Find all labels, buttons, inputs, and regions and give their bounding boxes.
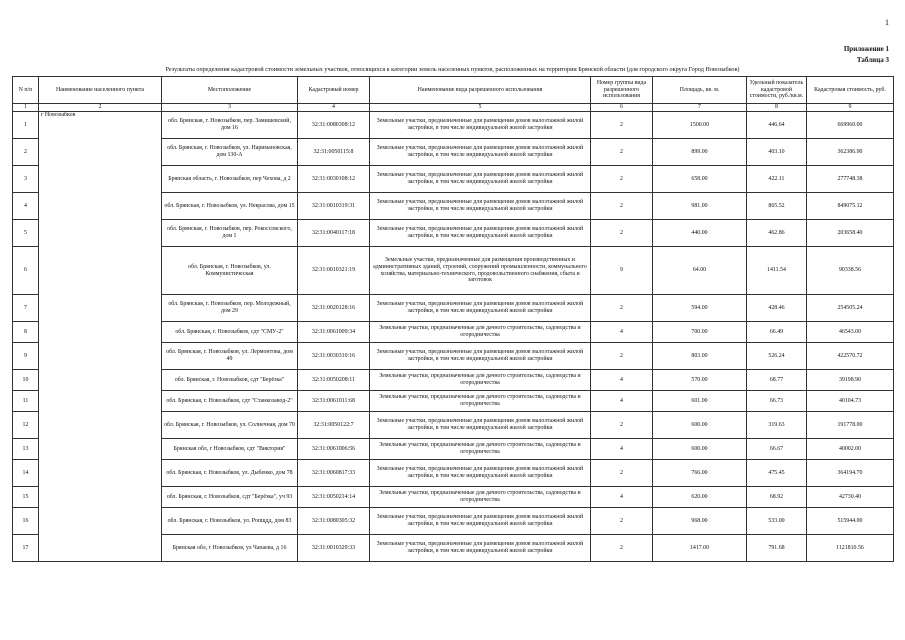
table-row [13,112,894,139]
row-number: 4 [13,193,39,220]
cadastral-value-cell: 42730.40 [807,487,894,508]
use-group-cell: 9 [591,247,653,295]
use-group-cell: 2 [591,460,653,487]
location-cell: обл. Брянская, г. Новозыбков, ул. Наримановская, дом 130-А [162,139,298,166]
row-number: 15 [13,487,39,508]
specific-value-cell: 403.10 [747,139,807,166]
permitted-use-cell: Земельные участки, предназначенные для дачного строительства, садоводства и огородничества [370,322,591,343]
use-group-cell: 2 [591,166,653,193]
cadastral-value-cell: 191778.00 [807,412,894,439]
permitted-use-cell: Земельные участки, предназначенные для размещения домов малоэтажной жилой застройки, в том числе индивидуальной жилой застройки [370,139,591,166]
cadastral-number-cell: 32:31:0080308:12 [298,112,370,139]
header-specific: Удельный показатель кадастровой стоимости, руб./кв.м. [747,77,807,104]
permitted-use-cell: Земельные участки, предназначенные для размещения производственных и административных зданий, строений, сооружений промышленности, коммунального хозяйства, материально-технического, продовольственного снабжения, сбыта и заготовок [370,247,591,295]
row-number: 6 [13,247,39,295]
cadastral-value-cell: 90338.56 [807,247,894,295]
area-cell: 570.00 [653,370,747,391]
cadastral-value-cell: 362386.90 [807,139,894,166]
permitted-use-cell: Земельные участки, предназначенные для размещения домов малоэтажной жилой застройки, в том числе индивидуальной жилой застройки [370,193,591,220]
area-cell: 1417.00 [653,535,747,562]
specific-value-cell: 68.92 [747,487,807,508]
col-number: 6 [591,104,653,112]
cadastral-value-cell: 46543.00 [807,322,894,343]
use-group-cell: 4 [591,487,653,508]
cadastral-value-cell: 40002.00 [807,439,894,460]
area-cell: 600.00 [653,412,747,439]
cadastral-number-cell: 32:31:0030310:16 [298,343,370,370]
column-number-row [13,104,894,112]
row-number: 3 [13,166,39,193]
appendix-heading [844,44,889,66]
cadastral-value-cell: 364194.70 [807,460,894,487]
permitted-use-cell: Земельные участки, предназначенные для дачного строительства, садоводства и огородничества [370,370,591,391]
specific-value-cell: 422.11 [747,166,807,193]
cadastral-value-cell: 277748.38 [807,166,894,193]
cadastral-number-cell: 32:31:0010321:19 [298,247,370,295]
permitted-use-cell: Земельные участки, предназначенные для размещения домов малоэтажной жилой застройки, в том числе индивидуальной жилой застройки [370,295,591,322]
area-cell: 620.00 [653,487,747,508]
settlement-cell: г Новозыбков [39,112,162,562]
row-number: 7 [13,295,39,322]
area-cell: 594.00 [653,295,747,322]
specific-value-cell: 428.46 [747,295,807,322]
cadastral-number-cell: 32:31:0061009:34 [298,322,370,343]
col-number: 1 [13,104,39,112]
area-cell: 766.00 [653,460,747,487]
table-label: Таблица 3 [856,56,889,64]
row-number: 5 [13,220,39,247]
use-group-cell: 2 [591,343,653,370]
location-cell: обл. Брянская, г. Новозыбков, ул. Солнечная, дом 70 [162,412,298,439]
header-use: Наименование вида разрешенного использования [370,77,591,104]
row-number: 1 [13,112,39,139]
header-location: Местоположение [162,77,298,104]
cadastral-number-cell: 32:31:0050115:8 [298,139,370,166]
cadastral-table [12,76,894,562]
location-cell: обл. Брянская, г. Новозыбков, ул. Ропщдд, дом 83 [162,508,298,535]
cadastral-number-cell: 32:31:0080305:32 [298,508,370,535]
cadastral-value-cell: 849075.12 [807,193,894,220]
col-number: 9 [807,104,894,112]
permitted-use-cell: Земельные участки, предназначенные для размещения домов малоэтажной жилой застройки, в том числе индивидуальной жилой застройки [370,508,591,535]
col-number: 4 [298,104,370,112]
specific-value-cell: 462.86 [747,220,807,247]
appendix-label: Приложение 1 [843,45,889,53]
header-group: Номер группы вида разрешенного использования [591,77,653,104]
row-number: 8 [13,322,39,343]
cadastral-number-cell: 32:31:0050208:11 [298,370,370,391]
area-cell: 803.00 [653,343,747,370]
row-number: 13 [13,439,39,460]
location-cell: обл. Брянская, г. Новозыбков, ул. Некрасова, дом 15 [162,193,298,220]
area-cell: 64.00 [653,247,747,295]
cadastral-number-cell: 32:31:0010319:31 [298,193,370,220]
col-number: 2 [39,104,162,112]
cadastral-number-cell: 32:31:0050214:14 [298,487,370,508]
location-cell: обл. Брянская, г. Новозыбков, сдт "Берёзка" [162,370,298,391]
permitted-use-cell: Земельные участки, предназначенные для дачного строительства, садоводства и огородничества [370,391,591,412]
area-cell: 981.00 [653,193,747,220]
cadastral-number-cell: 32:31:0061006:56 [298,439,370,460]
cadastral-value-cell: 1121810.56 [807,535,894,562]
cadastral-value-cell: 203658.40 [807,220,894,247]
use-group-cell: 4 [591,391,653,412]
cadastral-number-cell: 32:31:0010329:33 [298,535,370,562]
permitted-use-cell: Земельные участки, предназначенные для размещения домов малоэтажной жилой застройки, в том числе индивидуальной жилой застройки [370,535,591,562]
use-group-cell: 4 [591,370,653,391]
use-group-cell: 2 [591,412,653,439]
area-cell: 700.00 [653,322,747,343]
location-cell: обл. Брянская, г. Новозыбков, ул. Лермонтова, дом 49 [162,343,298,370]
col-number: 8 [747,104,807,112]
specific-value-cell: 475.45 [747,460,807,487]
cadastral-number-cell: 32:31:0020128:16 [298,295,370,322]
cadastral-number-cell: 32:31:0061011:68 [298,391,370,412]
cadastral-number-cell: 32:31:0040117:18 [298,220,370,247]
location-cell: обл. Брянская, г. Новозыбков, ул. Дыбенко, дом 78 [162,460,298,487]
area-cell: 658.00 [653,166,747,193]
row-number: 2 [13,139,39,166]
cadastral-value-cell: 39198.90 [807,370,894,391]
row-number: 12 [13,412,39,439]
permitted-use-cell: Земельные участки, предназначенные для размещения домов малоэтажной жилой застройки, в том числе индивидуальной жилой застройки [370,460,591,487]
area-cell: 600.00 [653,439,747,460]
location-cell: Брянская обл, г Новозыбков, сдт "Виктория" [162,439,298,460]
cadastral-value-cell: 515944.00 [807,508,894,535]
header-area: Площадь, кв. м. [653,77,747,104]
location-cell: обл. Брянская, г. Новозыбков, пер. Молодежный, дом 29 [162,295,298,322]
specific-value-cell: 66.67 [747,439,807,460]
specific-value-cell: 446.64 [747,112,807,139]
use-group-cell: 2 [591,193,653,220]
col-number: 3 [162,104,298,112]
area-cell: 1500.00 [653,112,747,139]
cadastral-number-cell: 32:31:0060817:33 [298,460,370,487]
row-number: 10 [13,370,39,391]
use-group-cell: 2 [591,535,653,562]
location-cell: обл. Брянская, г. Новозыбков, ул. Коммунистическая [162,247,298,295]
cadastral-number-cell: 32:31:0030108:12 [298,166,370,193]
specific-value-cell: 66.49 [747,322,807,343]
area-cell: 601.00 [653,391,747,412]
row-number: 9 [13,343,39,370]
specific-value-cell: 319.63 [747,412,807,439]
table-body [13,104,894,562]
location-cell: обл. Брянская, г. Новозыбков, пер. Замишевский, дом 16 [162,112,298,139]
cadastral-value-cell: 422570.72 [807,343,894,370]
use-group-cell: 2 [591,220,653,247]
cadastral-number-cell: 32:31:0050122:7 [298,412,370,439]
location-cell: Брянская область, г. Новозыбков, пер Чехова, д 2 [162,166,298,193]
specific-value-cell: 66.73 [747,391,807,412]
row-number: 11 [13,391,39,412]
specific-value-cell: 865.52 [747,193,807,220]
specific-value-cell: 533.00 [747,508,807,535]
col-number: 7 [653,104,747,112]
col-number: 5 [370,104,591,112]
row-number: 16 [13,508,39,535]
permitted-use-cell: Земельные участки, предназначенные для дачного строительства, садоводства и огородничества [370,487,591,508]
header-value: Кадастровая стоимость, руб. [807,77,894,104]
use-group-cell: 2 [591,508,653,535]
specific-value-cell: 68.77 [747,370,807,391]
row-number: 14 [13,460,39,487]
area-cell: 968.00 [653,508,747,535]
permitted-use-cell: Земельные участки, предназначенные для размещения домов малоэтажной жилой застройки, в том числе индивидуальной жилой застройки [370,343,591,370]
use-group-cell: 4 [591,322,653,343]
location-cell: обл. Брянская, г. Новозыбков, сдт "Берёзка", уч 93 [162,487,298,508]
permitted-use-cell: Земельные участки, предназначенные для размещения домов малоэтажной жилой застройки, в том числе индивидуальной жилой застройки [370,166,591,193]
specific-value-cell: 791.68 [747,535,807,562]
document-title: Результаты определения кадастровой стоимости земельных участков, относящихся к категории земель населенных пунктов, расположенных на территории Брянской области (для городского округа Город Новозыбков) [165,66,740,73]
area-cell: 899.00 [653,139,747,166]
use-group-cell: 2 [591,295,653,322]
location-cell: обл. Брянская, г. Новозыбков, пер. Рокоссовского, дом 1 [162,220,298,247]
permitted-use-cell: Земельные участки, предназначенные для дачного строительства, садоводства и огородничества [370,439,591,460]
location-cell: Брянская обл, г Новозыбков, ул Чапаева, д 16 [162,535,298,562]
permitted-use-cell: Земельные участки, предназначенные для размещения домов малоэтажной жилой застройки, в том числе индивидуальной жилой застройки [370,112,591,139]
area-cell: 440.00 [653,220,747,247]
cadastral-value-cell: 40104.73 [807,391,894,412]
specific-value-cell: 1411.54 [747,247,807,295]
specific-value-cell: 526.24 [747,343,807,370]
location-cell: обл. Брянская, г. Новозыбков, сдт "СМУ-2" [162,322,298,343]
use-group-cell: 4 [591,439,653,460]
row-number: 17 [13,535,39,562]
use-group-cell: 2 [591,139,653,166]
header-settlement: Наименование населенного пункта [39,77,162,104]
permitted-use-cell: Земельные участки, предназначенные для размещения домов малоэтажной жилой застройки, в том числе индивидуальной жилой застройки [370,412,591,439]
location-cell: обл. Брянская, г. Новозыбков, сдт "Станкозавод-2" [162,391,298,412]
cadastral-value-cell: 669960.00 [807,112,894,139]
page-number: 1 [885,18,889,27]
header-num: N п/п [13,77,39,104]
header-row [13,77,894,104]
cadastral-value-cell: 254505.24 [807,295,894,322]
header-cadastral: Кадастровый номер [298,77,370,104]
permitted-use-cell: Земельные участки, предназначенные для размещения домов малоэтажной жилой застройки, в том числе индивидуальной жилой застройки [370,220,591,247]
use-group-cell: 2 [591,112,653,139]
